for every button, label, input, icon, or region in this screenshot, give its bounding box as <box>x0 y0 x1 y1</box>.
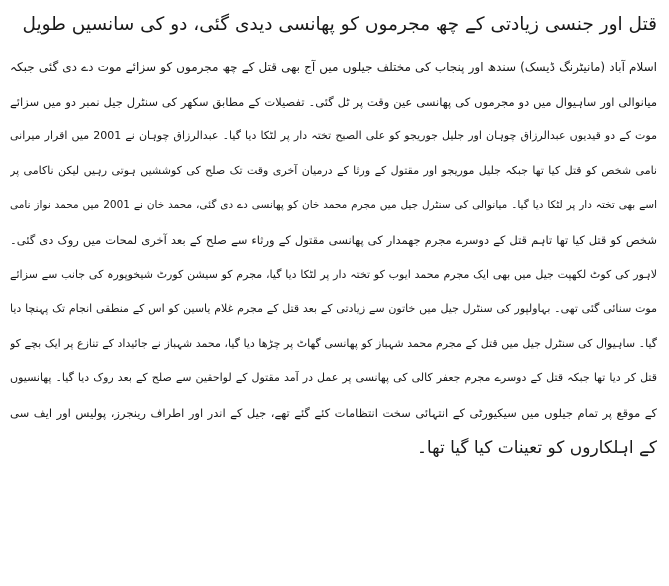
body-line: لاہور کی کوٹ لکھپت جیل میں بھی ایک مجرم محمد ایوب کو تختہ دار پر لٹکا دیا گیا، مجرم کو سیشن کورٹ شیخوپورہ کی جانب سے سزائے <box>10 267 657 281</box>
body-line: قتل کر دیا تھا جبکہ قتل کے دوسرے مجرم جعفر کالی کی پھانسی پر عمل در آمد مقتول کے لواحقین سے صلح کے بعد روک دیا گیا۔ پھانسیوں <box>10 371 657 385</box>
article-headline: قتل اور جنسی زیادتی کے چھ مجرموں کو پھانسی دیدی گئی، دو کی سانسیں طویل <box>22 14 657 35</box>
body-line: کے موقع پر تمام جیلوں میں سیکیورٹی کے انتہائی سخت انتظامات کئے گئے تھے، جیل کے اندر اور اطراف رینجرز، پولیس اور ایف سی <box>10 405 657 420</box>
body-line: اسے بھی تختہ دار پر لٹکا دیا گیا۔ میانوالی کی سنٹرل جیل میں مجرم محمد خان کو پھانسی دے دی گئی، محمد خان نے 2001 میں محمد نواز نامی <box>10 199 657 212</box>
body-line: موت سنائی گئی تھی۔ بہاولپور کی سنٹرل جیل میں خاتون سے زیادتی کے بعد قتل کے مجرم غلام یاسین کو اس کے منطقی انجام تک پہنچا دیا <box>10 302 657 316</box>
body-line: نامی شخص کو قتل کیا تھا جبکہ جلیل موریجو اور مقتول کے ورثا کے درمیان آخری وقت تک صلح کی کوششیں ہوتی رہیں لیکن ناکامی پر <box>10 163 657 177</box>
body-line: کے اہلکاروں کو تعینات کیا گیا تھا۔ <box>416 437 657 458</box>
body-line: گیا۔ ساہیوال کی سنٹرل جیل میں قتل کے مجرم محمد شہباز کو پھانسی گھاٹ پر چڑھا دیا گیا، محمد شہباز نے جائیداد کے تنازع پر ایک بچے کو <box>10 336 657 350</box>
body-line: میانوالی اور ساہیوال میں دو مجرموں کی پھانسی عین وقت پر ٹل گئی۔ تفصیلات کے مطابق سکھر کی سنٹرل جیل نمبر دو میں سزائے <box>10 94 657 109</box>
article-body <box>10 50 657 465</box>
body-line: موت کے دو قیدیوں عبدالرزاق چوہان اور جلیل جوریجو کو علی الصبح تختہ دار پر لٹکا دیا گیا۔ عبدالرزاق چوہان نے 2001 میں اقرار میرانی <box>10 129 657 143</box>
body-line: شخص کو قتل کیا تھا تاہم قتل کے دوسرے مجرم جھمدار کی پھانسی مقتول کے ورثاء سے صلح کے بعد آخری لمحات میں روک دی گئی۔ <box>10 232 657 247</box>
body-line: اسلام آباد (مانیٹرنگ ڈیسک) سندھ اور پنجاب کی مختلف جیلوں میں آج بھی قتل کے چھ مجرموں کو سزائے موت دے دی گئی جبکہ <box>10 60 657 74</box>
